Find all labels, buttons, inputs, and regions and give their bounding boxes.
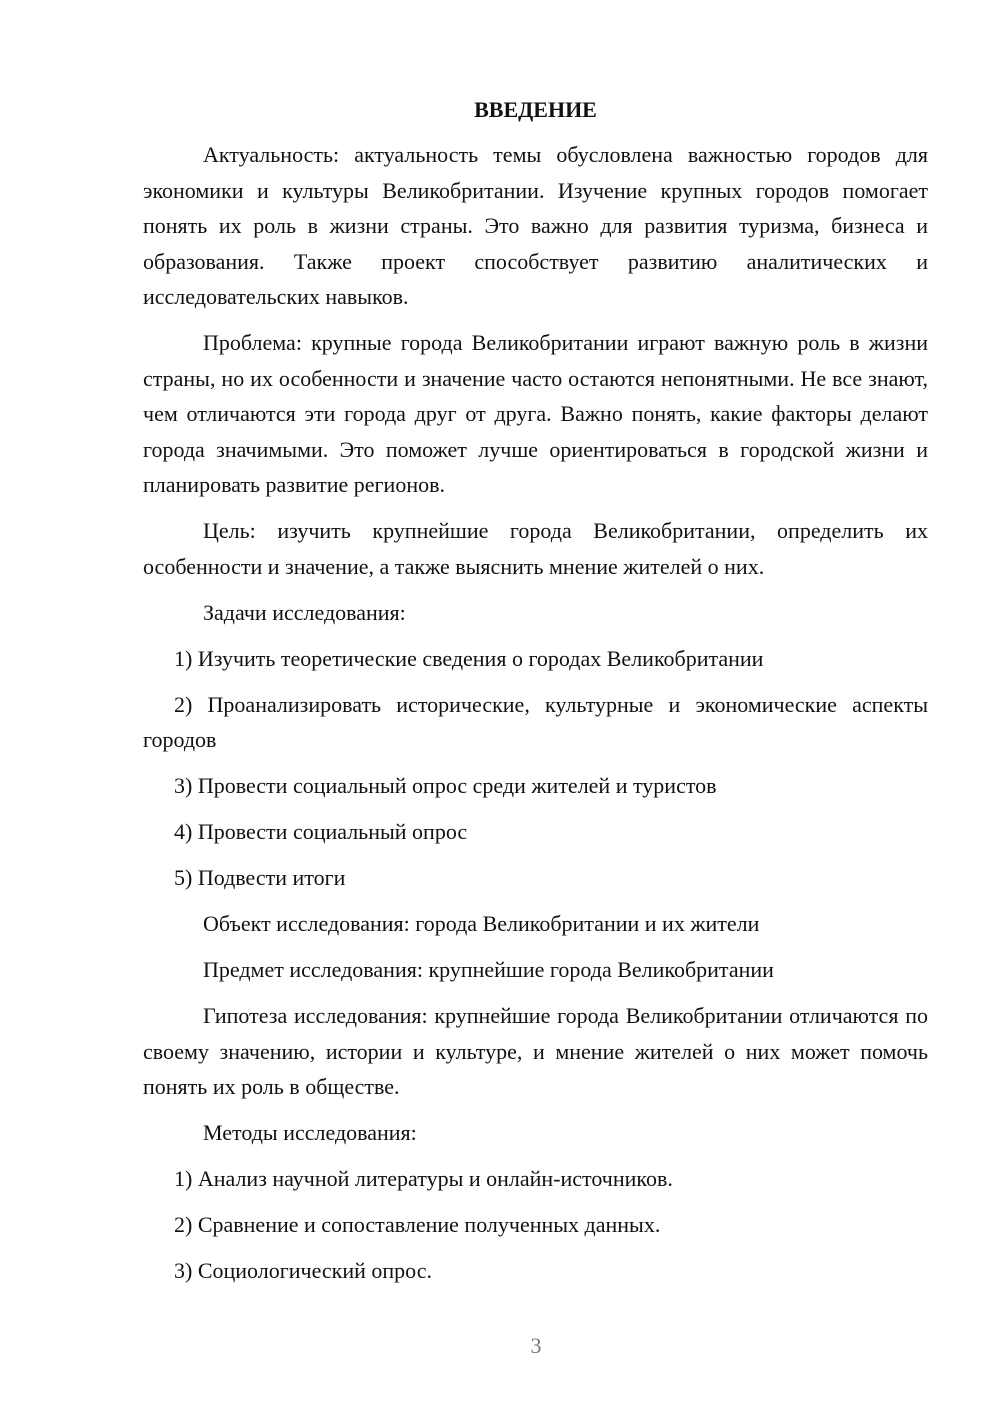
hypothesis-paragraph: Гипотеза исследования: крупнейшие города Великобритании отличаются по своему значению, истории и культуре, и мнение жителей о них может помочь понять их роль в обществе. [143, 1003, 928, 1099]
task-item: 5) Подвести итоги [174, 865, 346, 890]
problem-paragraph: Проблема: крупные города Великобритании играют важную роль в жизни страны, но их особенности и значение часто остаются непонятными. Не все знают, чем отличаются эти города друг от друга. Важно понять, какие факторы делают города значимыми. Это поможет лучше ориентироваться в городской жизни и планировать развитие регионов. [143, 330, 928, 497]
page-number: 3 [530, 1333, 542, 1358]
document-page [143, 95, 928, 1299]
relevance-paragraph: Актуальность: актуальность темы обусловлена важностью городов для экономики и культуры Великобритании. Изучение крупных городов помогает понять их роль в жизни страны. Это важно для развития туризма, бизнеса и образования. Также проект способствует развитию аналитических и исследовательских навыков. [143, 142, 928, 309]
method-item: 3) Социологический опрос. [174, 1258, 432, 1283]
tasks-heading: Задачи исследования: [203, 599, 406, 625]
task-item: 1) Изучить теоретические сведения о городах Великобритании [174, 645, 764, 671]
section-title: ВВЕДЕНИЕ [474, 97, 597, 122]
task-item: 3) Провести социальный опрос среди жителей и туристов [174, 773, 717, 798]
object-paragraph: Объект исследования: города Великобритании и их жители [203, 911, 760, 936]
method-item: 2) Сравнение и сопоставление полученных данных. [174, 1212, 661, 1237]
task-item: 4) Провести социальный опрос [174, 819, 468, 844]
subject-paragraph: Предмет исследования: крупнейшие города Великобритании [203, 957, 774, 982]
goal-paragraph: Цель: изучить крупнейшие города Великобритании, определить их особенности и значение, а также выяснить мнение жителей о них. [143, 518, 928, 579]
method-item: 1) Анализ научной литературы и онлайн-источников. [174, 1166, 673, 1191]
task-item: 2) Проанализировать исторические, культурные и экономические аспекты городов [143, 691, 928, 752]
methods-heading: Методы исследования: [203, 1120, 417, 1145]
